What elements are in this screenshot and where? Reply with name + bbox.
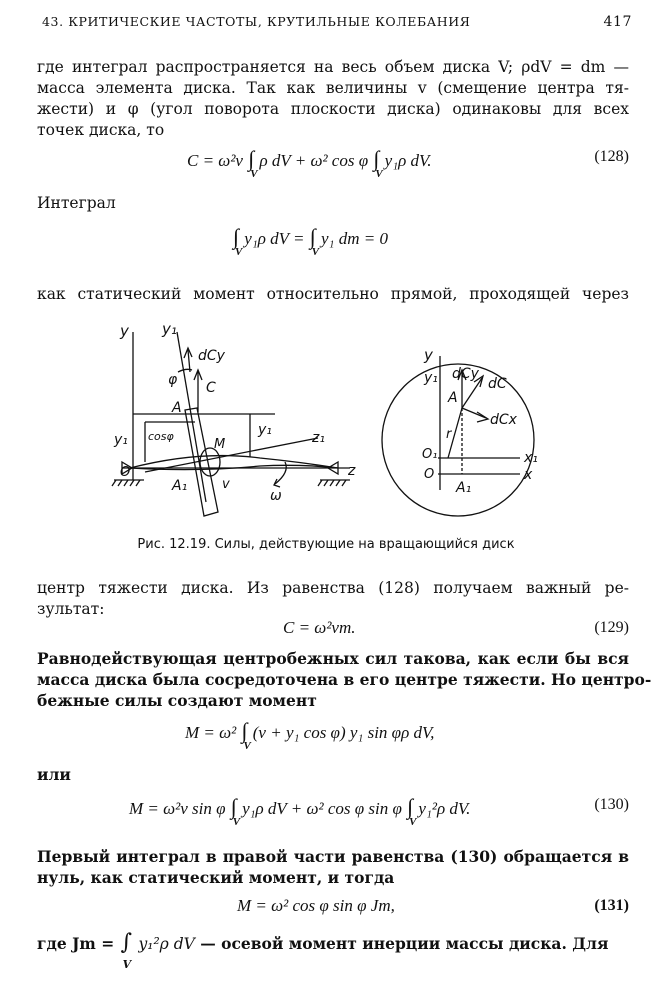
z1-axis (145, 438, 318, 472)
eq-term: (v + y₁ cos φ) y₁ sin φρ dV, (252, 723, 435, 742)
disk (185, 408, 218, 516)
label-y1: y₁ (162, 320, 177, 338)
label-r: r (446, 427, 452, 442)
label-y1-right: y₁ (258, 422, 272, 438)
equation-128 (37, 146, 629, 186)
text-line: Интеграл (37, 194, 116, 212)
equation-129 (37, 618, 629, 644)
label-y: y (120, 322, 129, 340)
dc-arrow (462, 378, 482, 408)
text-line: как статический момент относительно прямой, проходящей через (37, 285, 629, 303)
eq-term: M = ω²v sin φ (129, 799, 226, 818)
equation-number: (130) (594, 796, 629, 813)
integral-sign: ∫ V (248, 146, 258, 180)
text-term: — осевой момент инерции массы диска. Для (200, 934, 609, 953)
dcx-arrow (462, 408, 486, 418)
eq-term: y₁ρ dV = (244, 229, 305, 248)
integral-limit: V (122, 958, 132, 971)
eq-term: y₁ dm = 0 (320, 229, 388, 248)
label-c: C (206, 380, 216, 396)
or-label (37, 764, 629, 785)
page-number: 417 (603, 14, 632, 30)
section-title: 43. КРИТИЧЕСКИЕ ЧАСТОТЫ, КРУТИЛЬНЫЕ КОЛЕБАНИЯ (42, 14, 471, 29)
integral-limit: V (409, 816, 417, 828)
integral-limit: V (235, 246, 243, 258)
equation-number: (129) (594, 619, 629, 636)
label-m: M (214, 437, 226, 452)
label-dcy: dCy (198, 348, 225, 364)
left-diagram (112, 320, 356, 516)
integral-limit: V (250, 168, 258, 180)
figure-caption: Рис. 12.19. Силы, действующие на вращающийся диск (137, 537, 515, 552)
equation-number: (128) (594, 148, 629, 165)
eq-term: M = ω² cos φ sin φ Jm, (237, 896, 395, 915)
text-line: центр тяжести диска. Из равенства (128) получаем важный ре- (37, 579, 629, 597)
label-y-right: y (424, 346, 433, 364)
text-line: где интеграл распространяется на весь объем диска V; ρdV = dm — (37, 58, 629, 76)
text-line: бежные силы создают момент (37, 691, 317, 710)
paragraph-3 (37, 578, 629, 620)
integral-sign: ∫ V (241, 718, 251, 752)
label-a1-right: A₁ (456, 480, 472, 496)
integral-limit: V (375, 168, 383, 180)
paragraph-1 (37, 57, 629, 141)
label-y1-right-diagram: y₁ (424, 370, 438, 386)
text-line: нуль, как статический момент, и тогда (37, 868, 395, 887)
running-header (0, 14, 652, 34)
right-diagram (382, 346, 538, 516)
label-o: O (120, 465, 131, 480)
text-line: Первый интеграл в правой части равенства (130) обращается в (37, 847, 629, 866)
integral-limit: V (311, 246, 320, 258)
label-a: A (172, 400, 182, 416)
text-line: масса элемента диска. Так как величины v (смещение центра тя- (37, 79, 629, 97)
ground-hatch (112, 480, 140, 486)
text-term: y₁²ρ dV (138, 935, 195, 953)
eq-term: ρ dV + ω² cos φ (259, 151, 369, 170)
paragraph-2 (37, 284, 629, 305)
equation-static-moment (37, 224, 629, 264)
eq-term: C = ω²v (187, 151, 243, 170)
integral-sign: ∫ V (407, 794, 417, 828)
text-line: масса диска была сосредоточена в его центре тяжести. Но центро- (37, 670, 652, 689)
label-a-right: A (448, 390, 458, 406)
label-dcx: dCx (490, 412, 517, 428)
ground-hatch (318, 480, 346, 486)
label-omega: ω (270, 488, 282, 504)
text-line: жести) и φ (угол поворота плоскости диска) одинаковы для всех (37, 100, 629, 118)
eq-term: C = ω²vm. (283, 618, 356, 637)
text-line: Равнодействующая центробежных сил такова, как если бы вся (37, 649, 629, 668)
paragraph-4 (37, 648, 652, 711)
label-x: x (524, 467, 533, 483)
label-z1: z₁ (312, 430, 325, 446)
label-cosphi: cosφ (148, 430, 174, 443)
integral-limit: V (243, 740, 251, 752)
label-phi: φ (168, 372, 178, 388)
text-line: точек диска, то (37, 121, 165, 139)
label-dcy-right: dCy (452, 366, 479, 382)
eq-term: M = ω² (185, 723, 237, 742)
text-line: зультат: (37, 600, 105, 618)
label-o1: O₁ (422, 447, 438, 462)
equation-number: (131) (594, 897, 629, 914)
label-a1: A₁ (172, 478, 188, 494)
integral-sign: ∫ V (373, 146, 383, 180)
integral-limit: V (232, 816, 241, 828)
eq-term: y₁ρ dV + ω² cos φ sin φ (242, 799, 402, 818)
integral-sign: ∫ V (233, 224, 243, 258)
paragraph-5 (37, 846, 629, 888)
label-v: v (222, 477, 230, 492)
label-x1: x₁ (524, 450, 538, 466)
text-term: где Jm = (37, 934, 115, 953)
eq-term: y₁ρ dV. (384, 151, 432, 170)
equation-130 (37, 794, 629, 834)
label-z: z (348, 463, 356, 479)
label-o-right: O (424, 467, 435, 482)
paragraph-6 (37, 932, 629, 976)
label-y1-left: y₁ (114, 432, 128, 448)
label-dc: dC (488, 376, 507, 392)
integral-sign: ∫ V (230, 794, 241, 828)
text-line: или (37, 765, 71, 784)
integral-sign: ∫ V (309, 224, 320, 258)
equation-moment (37, 718, 629, 758)
integral-sign: ∫ V (121, 932, 132, 953)
eq-term: y₁²ρ dV. (418, 799, 471, 818)
integral-label (37, 193, 629, 214)
figure-rotating-disk (100, 312, 560, 522)
equation-131 (37, 896, 629, 922)
